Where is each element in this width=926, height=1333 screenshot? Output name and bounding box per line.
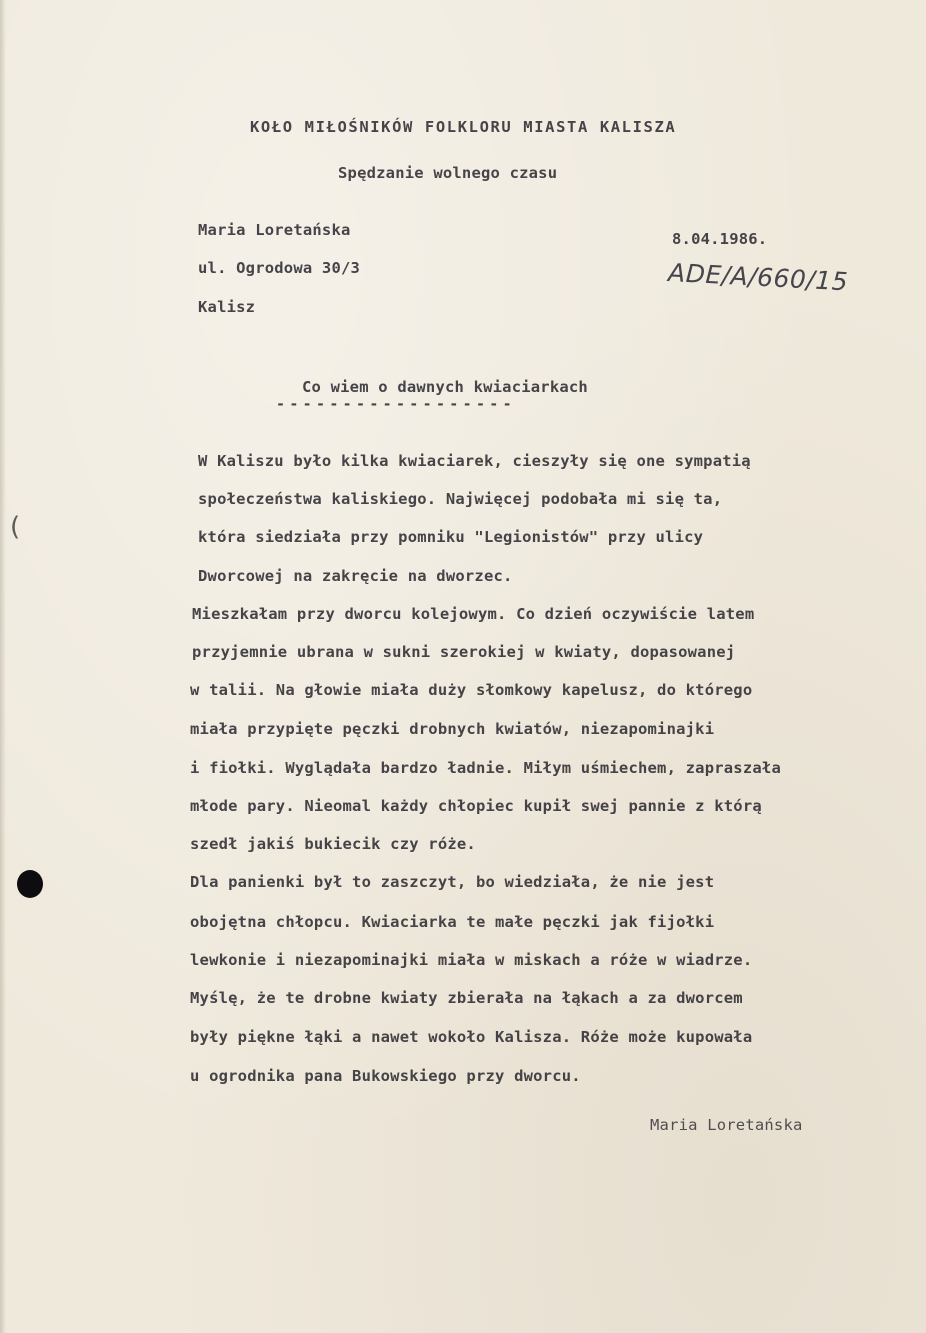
document-title: Co wiem o dawnych kwiaciarkach (302, 378, 588, 396)
body-line: Dla panienki był to zaszczyt, bo wiedziała, że nie jest (190, 873, 715, 891)
body-line: i fiołki. Wyglądała bardzo ładnie. Miłym uśmiechem, zapraszała (190, 759, 781, 777)
title-underline: ------------------ (276, 399, 516, 409)
body-line: były piękne łąki a nawet wokoło Kalisza. Róże może kupowała (190, 1028, 753, 1046)
archive-mark-handwritten: ADE/A/660/15 (667, 258, 849, 297)
author-street: ul. Ogrodowa 30/3 (198, 259, 361, 277)
topic-heading: Spędzanie wolnego czasu (338, 164, 558, 182)
body-line: szedł jakiś bukiecik czy róże. (190, 835, 476, 853)
body-line: obojętna chłopcu. Kwiaciarka te małe pęczki jak fijołki (190, 913, 715, 931)
body-line: lewkonie i niezapominajki miała w miskach a róże w wiadrze. (190, 951, 753, 969)
author-city: Kalisz (198, 298, 256, 316)
document-date: 8.04.1986. (672, 230, 768, 248)
punch-hole (17, 870, 43, 898)
body-line: przyjemnie ubrana w sukni szerokiej w kwiaty, dopasowanej (192, 643, 736, 661)
body-line: u ogrodnika pana Bukowskiego przy dworcu. (190, 1067, 581, 1085)
body-line: Mieszkałam przy dworcu kolejowym. Co dzień oczywiście latem (192, 605, 755, 623)
author-name: Maria Loretańska (198, 221, 351, 239)
body-line: społeczeństwa kaliskiego. Najwięcej podobała mi się ta, (198, 490, 723, 508)
body-line: Myślę, że te drobne kwiaty zbierała na łąkach a za dworcem (190, 989, 743, 1007)
body-line: W Kaliszu było kilka kwiaciarek, cieszyły się one sympatią (198, 452, 751, 470)
body-line: młode pary. Nieomal każdy chłopiec kupił swej pannie z którą (190, 797, 762, 815)
signature: Maria Loretańska (650, 1116, 803, 1134)
body-line: miała przypięte pęczki drobnych kwiatów, niezapominajki (190, 720, 715, 738)
margin-mark: ( (10, 512, 21, 542)
body-line: która siedziała przy pomniku "Legionistów" przy ulicy (198, 528, 704, 546)
page-edge-shadow (0, 0, 6, 1333)
body-line: Dworcowej na zakręcie na dworzec. (198, 567, 513, 585)
body-line: w talii. Na głowie miała duży słomkowy kapelusz, do którego (190, 681, 753, 699)
organization-heading: KOŁO MIŁOŚNIKÓW FOLKLORU MIASTA KALISZA (250, 118, 677, 136)
